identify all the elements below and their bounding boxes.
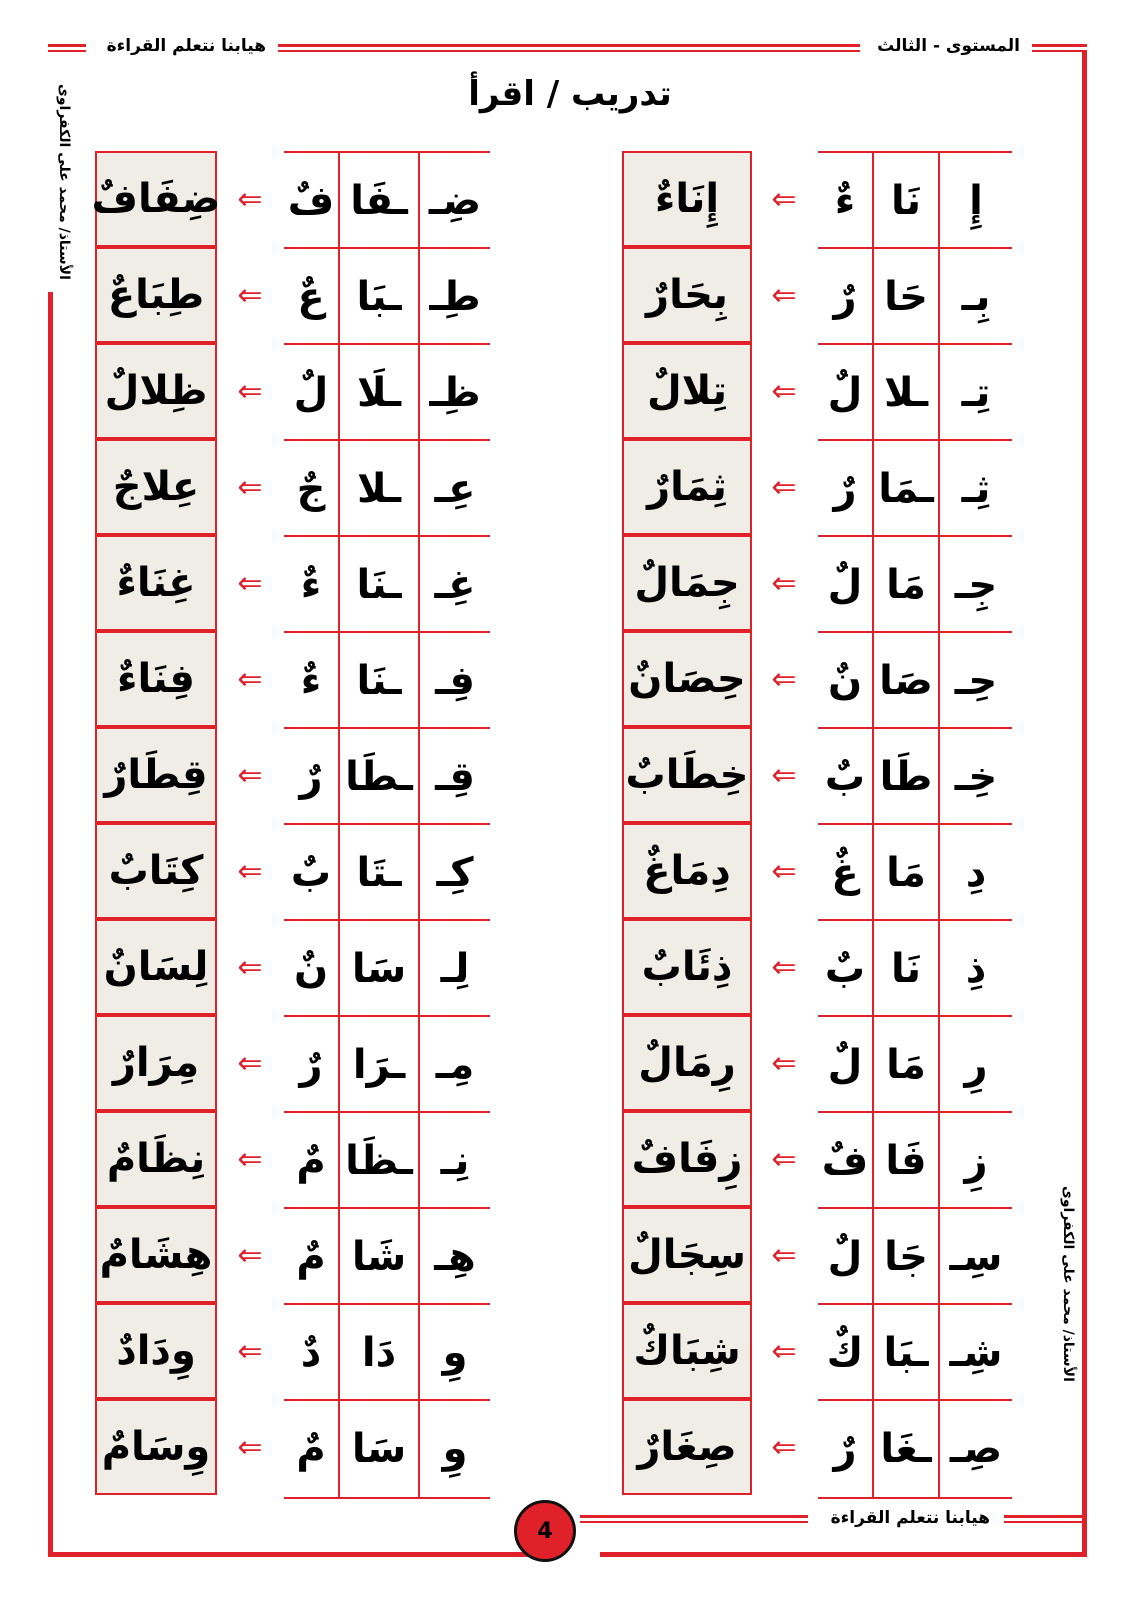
table-row (0, 535, 1131, 631)
arrow-left-icon: ⇐ (771, 661, 797, 697)
word-cell: دِمَاغٌ (622, 823, 752, 919)
syllable-cell: ضِـ (420, 151, 490, 249)
syllable-cell: نٌ (284, 919, 340, 1017)
word-cell: قِطَارٌ (95, 727, 217, 823)
arrow-left-icon: ⇐ (237, 469, 263, 505)
syllable-cell: سِـ (940, 1207, 1012, 1305)
word-cell: جِمَالٌ (622, 535, 752, 631)
arrow-left-icon: ⇐ (771, 757, 797, 793)
word-cell: فِنَاءٌ (95, 631, 217, 727)
word-cell: مِرَارٌ (95, 1015, 217, 1111)
page-frame-bottom-left (48, 1552, 536, 1557)
syllable-cell: ذِ (940, 919, 1012, 1017)
syllable-cell: بٌ (284, 823, 340, 921)
footer-series: هيابنا نتعلم القراءة (830, 1508, 990, 1528)
footer-rule-right (1004, 1515, 1087, 1518)
syllable-cell: عٌ (284, 247, 340, 345)
syllable-cell: ءٌ (284, 535, 340, 633)
syllable-cell: جِـ (940, 535, 1012, 633)
arrow-left-icon: ⇐ (237, 949, 263, 985)
syllable-cell: ـلَا (340, 343, 420, 441)
arrow-left-icon: ⇐ (237, 565, 263, 601)
syllable-cell: ـمَا (874, 439, 940, 537)
word-cell: لِسَانٌ (95, 919, 217, 1015)
syllable-cell: كِـ (420, 823, 490, 921)
syllable-cell: سَا (340, 919, 420, 1017)
syllable-cell: ـبَا (874, 1303, 940, 1401)
word-cell: خِطَابٌ (622, 727, 752, 823)
syllable-cell: ـبَا (340, 247, 420, 345)
syllable-cell: ءٌ (284, 631, 340, 729)
syllable-cell: إِ (940, 151, 1012, 249)
word-cell: وِدَادٌ (95, 1303, 217, 1399)
arrow-left-icon: ⇐ (237, 1429, 263, 1465)
arrow-left-icon: ⇐ (771, 1237, 797, 1273)
arrow-left-icon: ⇐ (771, 373, 797, 409)
word-cell: غِنَاءٌ (95, 535, 217, 631)
syllable-cell: ـنَا (340, 631, 420, 729)
syllable-cell: بٌ (818, 727, 874, 825)
syllable-cell: غٌ (818, 823, 874, 921)
syllable-cell: نَا (874, 151, 940, 249)
table-row (0, 919, 1131, 1015)
table-row (0, 1399, 1131, 1495)
arrow-left-icon: ⇐ (771, 469, 797, 505)
word-cell: ذِئَابٌ (622, 919, 752, 1015)
syllable-cell: رٌ (284, 1015, 340, 1113)
header-level: المستوى - الثالث (877, 36, 1020, 56)
page-frame-bottom-right (600, 1552, 1087, 1557)
syllable-cell: فٌ (818, 1111, 874, 1209)
syllable-cell: مٌ (284, 1399, 340, 1499)
word-cell: هِشَامٌ (95, 1207, 217, 1303)
syllable-cell: جٌ (284, 439, 340, 537)
word-cell: بِحَارٌ (622, 247, 752, 343)
syllable-cell: بِـ (940, 247, 1012, 345)
word-cell: كِتَابٌ (95, 823, 217, 919)
syllable-cell: لٌ (818, 1207, 874, 1305)
syllable-cell: رٌ (284, 727, 340, 825)
syllable-cell: نٌ (818, 631, 874, 729)
arrow-left-icon: ⇐ (237, 853, 263, 889)
word-cell: عِلاجٌ (95, 439, 217, 535)
table-row (0, 823, 1131, 919)
table-row (0, 1015, 1131, 1111)
syllable-cell: لٌ (818, 1015, 874, 1113)
syllable-cell: رٌ (818, 247, 874, 345)
syllable-cell: تِـ (940, 343, 1012, 441)
header-series: هيابنا نتعلم القراءة (106, 36, 266, 56)
syllable-cell: رٌ (818, 439, 874, 537)
arrow-left-icon: ⇐ (771, 1045, 797, 1081)
arrow-left-icon: ⇐ (237, 757, 263, 793)
arrow-left-icon: ⇐ (771, 1333, 797, 1369)
header-rule-middle (278, 44, 860, 47)
footer-rule-middle (580, 1515, 808, 1518)
arrow-left-icon: ⇐ (237, 373, 263, 409)
syllable-cell: عِـ (420, 439, 490, 537)
arrow-left-icon: ⇐ (237, 1141, 263, 1177)
syllable-cell: فَا (874, 1111, 940, 1209)
word-cell: ظِلالٌ (95, 343, 217, 439)
syllable-cell: ـرَا (340, 1015, 420, 1113)
table-row (0, 1303, 1131, 1399)
syllable-cell: مٌ (284, 1207, 340, 1305)
syllable-cell: لِـ (420, 919, 490, 1017)
table-row (0, 1207, 1131, 1303)
arrow-left-icon: ⇐ (237, 1333, 263, 1369)
header-rule-right (1032, 44, 1087, 47)
table-row (0, 247, 1131, 343)
syllable-cell: بٌ (818, 919, 874, 1017)
syllable-cell: ـطَا (340, 727, 420, 825)
table-row (0, 151, 1131, 247)
table-row (0, 727, 1131, 823)
syllable-cell: رٌ (818, 1399, 874, 1499)
syllable-cell: ـتَا (340, 823, 420, 921)
word-cell: تِلالٌ (622, 343, 752, 439)
arrow-left-icon: ⇐ (771, 277, 797, 313)
syllable-cell: صِـ (940, 1399, 1012, 1499)
word-cell: حِصَانٌ (622, 631, 752, 727)
table-row (0, 631, 1131, 727)
syllable-cell: وِ (420, 1303, 490, 1401)
syllable-cell: نَا (874, 919, 940, 1017)
syllable-cell: نِـ (420, 1111, 490, 1209)
word-cell: صِغَارٌ (622, 1399, 752, 1495)
arrow-left-icon: ⇐ (771, 181, 797, 217)
syllable-cell: غِـ (420, 535, 490, 633)
syllable-cell: سَا (340, 1399, 420, 1499)
syllable-cell: مٌ (284, 1111, 340, 1209)
page-title: تدريب / اقرأ (468, 74, 672, 114)
arrow-left-icon: ⇐ (771, 949, 797, 985)
word-cell: رِمَالٌ (622, 1015, 752, 1111)
word-cell: شِبَاكٌ (622, 1303, 752, 1399)
syllable-cell: حِـ (940, 631, 1012, 729)
word-cell: زِفَافٌ (622, 1111, 752, 1207)
arrow-left-icon: ⇐ (237, 277, 263, 313)
syllable-cell: طِـ (420, 247, 490, 345)
syllable-cell: فِـ (420, 631, 490, 729)
syllable-cell: دِ (940, 823, 1012, 921)
syllable-cell: فٌ (284, 151, 340, 249)
syllable-cell: حَا (874, 247, 940, 345)
header-rule-left (48, 44, 86, 47)
syllable-cell: لٌ (818, 535, 874, 633)
table-row (0, 343, 1131, 439)
word-cell: طِبَاعٌ (95, 247, 217, 343)
syllable-cell: مَا (874, 823, 940, 921)
arrow-left-icon: ⇐ (771, 565, 797, 601)
word-cell: ضِفَافٌ (95, 151, 217, 247)
word-cell: إِنَاءٌ (622, 151, 752, 247)
syllable-cell: ـظَا (340, 1111, 420, 1209)
syllable-cell: هِـ (420, 1207, 490, 1305)
arrow-left-icon: ⇐ (237, 1237, 263, 1273)
word-cell: نِظَامٌ (95, 1111, 217, 1207)
syllable-cell: صَا (874, 631, 940, 729)
syllable-cell: ثِـ (940, 439, 1012, 537)
syllable-cell: لٌ (818, 343, 874, 441)
syllable-cell: وِ (420, 1399, 490, 1499)
syllable-cell: لٌ (284, 343, 340, 441)
syllable-cell: ـفَا (340, 151, 420, 249)
table-row (0, 439, 1131, 535)
syllable-cell: خِـ (940, 727, 1012, 825)
page-number: 4 (514, 1500, 576, 1562)
arrow-left-icon: ⇐ (237, 1045, 263, 1081)
teacher-note-left: الأستاذ/ محمد على الكفراوى (56, 84, 72, 280)
word-cell: وِسَامٌ (95, 1399, 217, 1495)
syllable-cell: ـلا (340, 439, 420, 537)
syllable-cell: مِـ (420, 1015, 490, 1113)
arrow-left-icon: ⇐ (771, 853, 797, 889)
syllable-cell: دٌ (284, 1303, 340, 1401)
syllable-cell: قِـ (420, 727, 490, 825)
word-cell: ثِمَارٌ (622, 439, 752, 535)
syllable-cell: طَا (874, 727, 940, 825)
syllable-cell: ـلا (874, 343, 940, 441)
syllable-cell: ءٌ (818, 151, 874, 249)
syllable-cell: زِ (940, 1111, 1012, 1209)
syllable-cell: ـنَا (340, 535, 420, 633)
syllable-cell: مَا (874, 1015, 940, 1113)
syllable-cell: دَا (340, 1303, 420, 1401)
syllable-cell: جَا (874, 1207, 940, 1305)
word-cell: سِجَالٌ (622, 1207, 752, 1303)
syllable-cell: شَا (340, 1207, 420, 1305)
arrow-left-icon: ⇐ (237, 661, 263, 697)
syllable-cell: شِـ (940, 1303, 1012, 1401)
arrow-left-icon: ⇐ (771, 1141, 797, 1177)
arrow-left-icon: ⇐ (771, 1429, 797, 1465)
arrow-left-icon: ⇐ (237, 181, 263, 217)
syllable-cell: رِ (940, 1015, 1012, 1113)
table-row (0, 1111, 1131, 1207)
syllable-cell: كٌ (818, 1303, 874, 1401)
teacher-note-right: الأستاذ/ محمد على الكفراوى (1060, 1186, 1076, 1382)
syllable-cell: مَا (874, 535, 940, 633)
syllable-cell: ـغَا (874, 1399, 940, 1499)
syllable-cell: ظِـ (420, 343, 490, 441)
